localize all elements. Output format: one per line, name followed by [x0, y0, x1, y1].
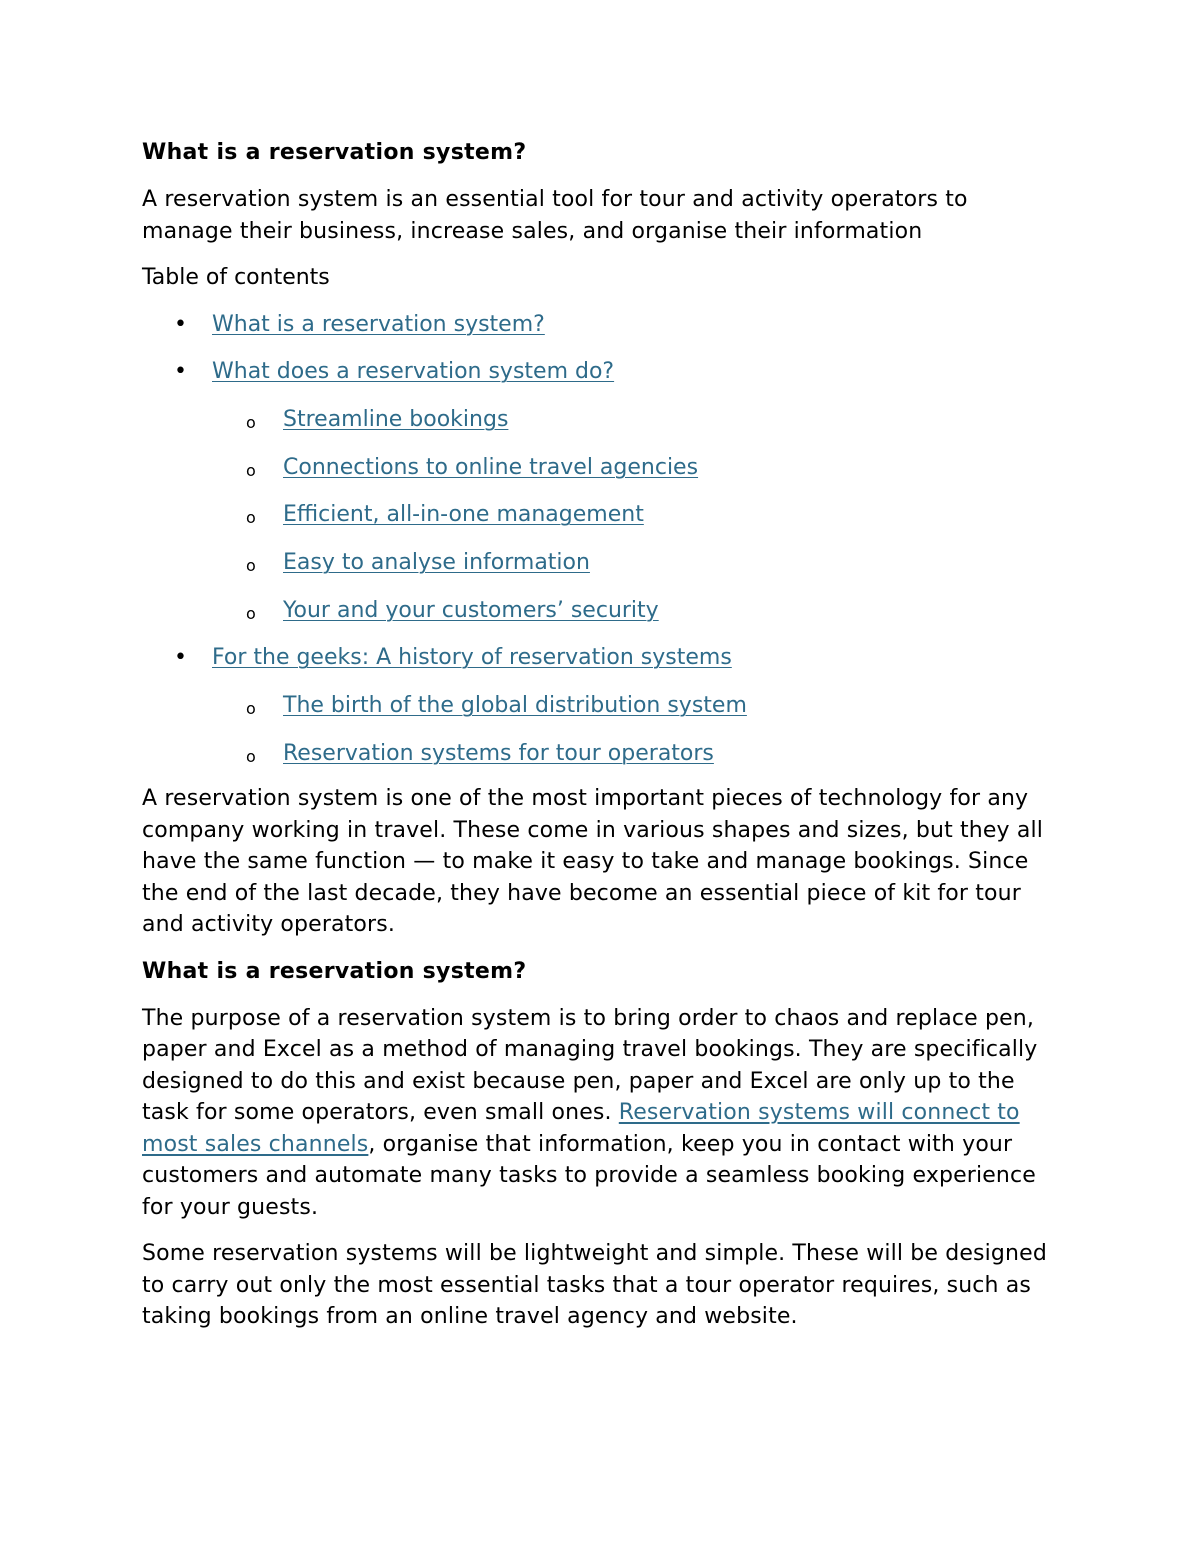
- toc-link[interactable]: Easy to analyse information: [283, 549, 590, 575]
- toc-subitem: [142, 690, 1062, 722]
- section-heading: What is a reservation system?: [142, 140, 527, 165]
- body-paragraph: A reservation system is one of the most important pieces of technology for any company working in travel. These come in various shapes and sizes, but they all have the same function — to make it easy to take and manage bookings. Since the end of the last decade, they have become an essential piece of kit for tour and activity operators.: [142, 786, 1044, 938]
- toc-link[interactable]: Efficient, all-in-one management: [283, 502, 644, 528]
- toc-title: Table of contents: [142, 265, 330, 290]
- body-paragraph: [142, 1003, 1062, 1224]
- circle-bullet-icon: o: [246, 603, 256, 623]
- toc-item: [142, 356, 1062, 388]
- section-heading: What is a reservation system?: [142, 958, 527, 984]
- toc-subitem: [142, 738, 1062, 770]
- toc-link[interactable]: The birth of the global distribution system: [283, 693, 747, 718]
- table-of-contents: [142, 309, 1062, 770]
- toc-item: [142, 309, 1062, 341]
- circle-bullet-icon: o: [246, 460, 256, 480]
- toc-subitem: [142, 452, 1062, 484]
- circle-bullet-icon: o: [246, 746, 256, 766]
- body-paragraph: Some reservation systems will be lightweight and simple. These will be designed to carry out only the most essential tasks that a tour operator requires, such as taking bookings from an online travel agency and website.: [142, 1241, 1047, 1330]
- bullet-icon: •: [174, 359, 187, 385]
- toc-link[interactable]: What does a reservation system do?: [212, 359, 615, 385]
- bullet-icon: •: [174, 311, 187, 337]
- toc-subitem: [142, 499, 1062, 531]
- toc-link[interactable]: Your and your customers’ security: [283, 597, 659, 623]
- toc-subitem: [142, 595, 1062, 627]
- toc-link[interactable]: For the geeks: A history of reservation systems: [212, 645, 732, 671]
- document-page: [142, 137, 1062, 1348]
- paragraph-text: The purpose of a reservation system is to bring order to chaos and replace pen, paper and Excel as a method of managing travel bookings. They are specifically designed to do this and exist because pen, paper and Excel are only up to the task for some operators, even small ones.: [142, 1005, 1038, 1126]
- toc-item: [142, 642, 1062, 674]
- circle-bullet-icon: o: [246, 508, 256, 528]
- sales-channels-link[interactable]: Reservation systems will connect to most sales channels: [142, 1100, 1020, 1157]
- circle-bullet-icon: o: [246, 699, 256, 718]
- circle-bullet-icon: o: [246, 412, 256, 432]
- toc-link[interactable]: What is a reservation system?: [212, 311, 545, 337]
- bullet-icon: •: [174, 645, 187, 671]
- toc-subitem: [142, 547, 1062, 579]
- toc-link[interactable]: Connections to online travel agencies: [283, 454, 699, 480]
- toc-link[interactable]: Reservation systems for tour operators: [283, 740, 714, 766]
- toc-link[interactable]: Streamline bookings: [283, 406, 509, 432]
- circle-bullet-icon: o: [246, 555, 256, 575]
- intro-paragraph: A reservation system is an essential tool for tour and activity operators to manage their business, increase sales, and organise their information: [142, 187, 968, 244]
- paragraph-text: , organise that information, keep you in contact with your customers and automate many tasks to provide a seamless booking experience for your guests.: [142, 1131, 1036, 1220]
- toc-subitem: [142, 404, 1062, 436]
